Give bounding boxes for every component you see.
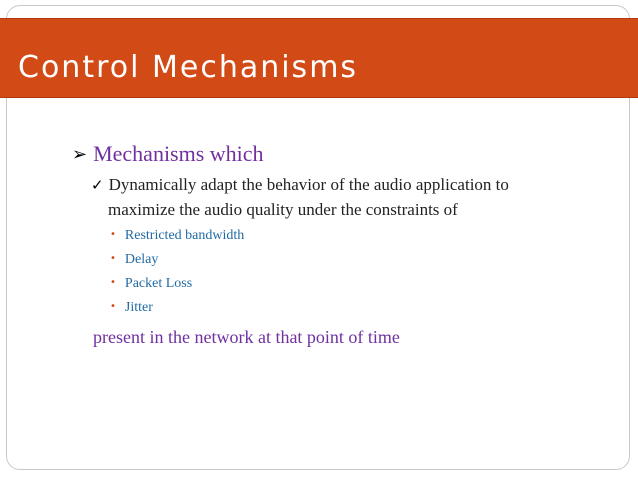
closing-text: present in the network at that point of time (93, 327, 400, 347)
bullet-level3-item (110, 277, 192, 291)
bullet-level2-continuation: maximize the audio quality under the constraints of (108, 200, 458, 219)
arrow-bullet-icon: ➢ (72, 144, 88, 165)
slide-title: Control Mechanisms (18, 50, 359, 85)
bullet-level3-item (110, 253, 158, 267)
dot-bullet-icon: • (110, 277, 116, 288)
bullet-level3-text: Jitter (124, 300, 153, 315)
bullet-level3-item (110, 229, 244, 243)
dot-bullet-icon: • (110, 301, 116, 312)
bullet-level2-line1: Dynamically adapt the behavior of the audio application to (108, 175, 509, 194)
dot-bullet-icon: • (110, 229, 116, 240)
checkmark-bullet-icon: ✓ (91, 176, 104, 194)
bullet-level3-text: Delay (124, 252, 159, 267)
bullet-level3-text: Restricted bandwidth (124, 228, 245, 243)
bullet-level3-item (110, 301, 153, 315)
bullet-level1 (72, 143, 264, 165)
bullet-level2 (91, 176, 509, 193)
bullet-level3-text: Packet Loss (124, 276, 193, 291)
dot-bullet-icon: • (110, 253, 116, 264)
bullet-level1-text: Mechanisms which (93, 141, 264, 166)
